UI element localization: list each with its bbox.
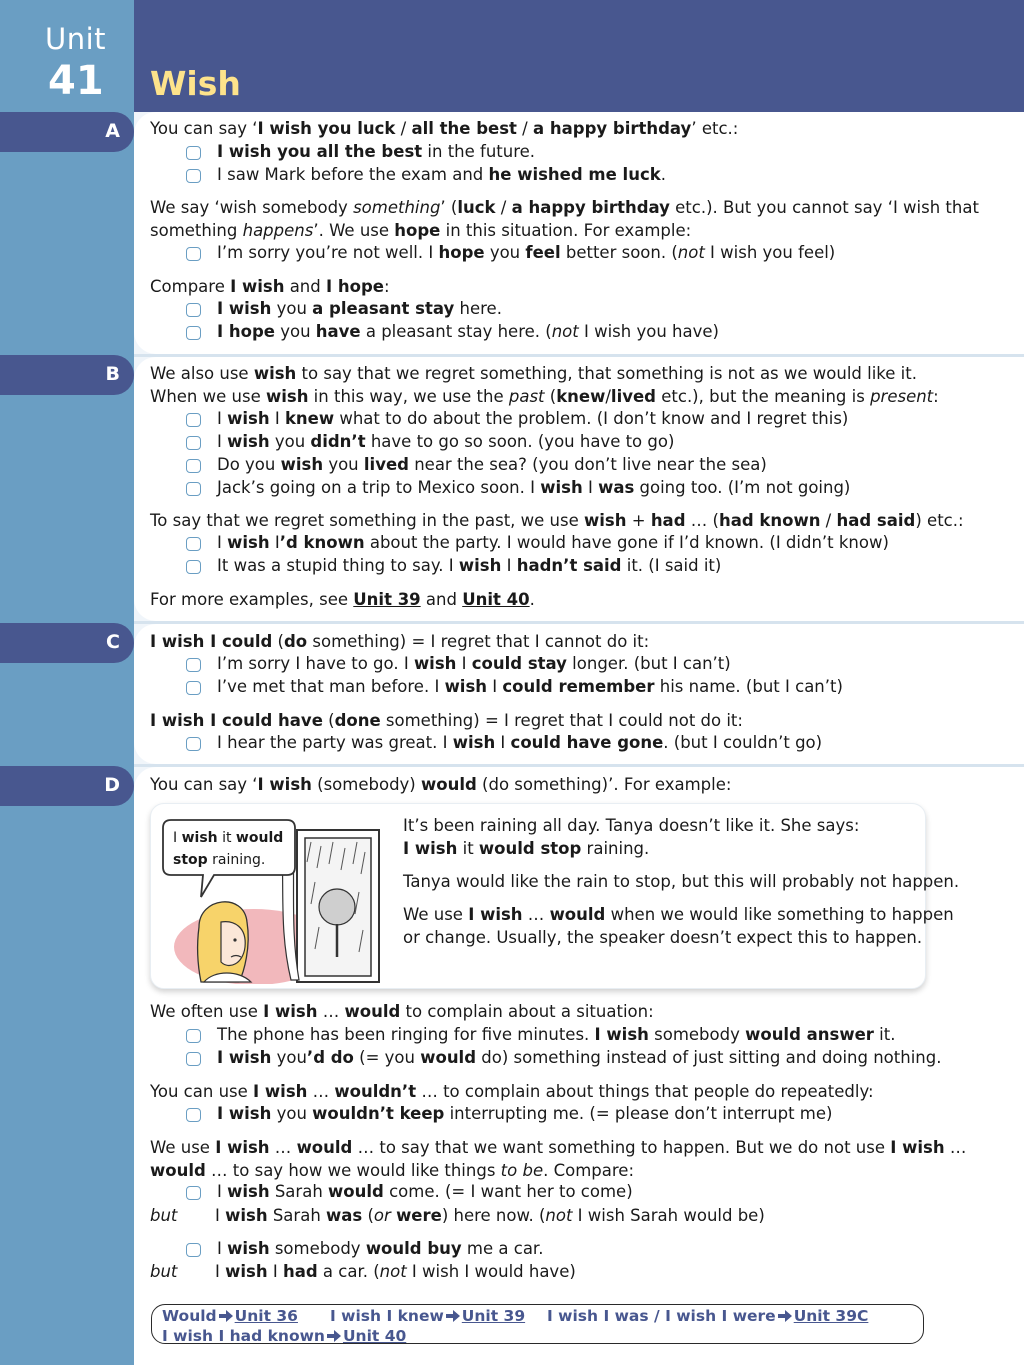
unit-label: Unit [45,22,107,56]
example-box [150,803,960,989]
text-line: or change. Usually, the speaker doesn’t expect this to happen. [403,928,923,947]
example-line: I’m sorry you’re not well. I hope you feel better soon. (not I wish you feel) [217,243,836,262]
example-line: Do you wish you lived near the sea? (you don’t live near the sea) [217,455,767,474]
bullet-icon [186,1029,201,1043]
section-tab-b: B [0,355,134,395]
bullet-icon [186,436,201,450]
text-line: Tanya would like the rain to stop, but this will probably not happen. [403,872,960,891]
example-line: The phone has been ringing for five minutes. I wish somebody would answer it. [217,1025,896,1044]
reference-i-wish-i-had-known[interactable]: I wish I had known Unit 40 [162,1327,407,1345]
reference-i-wish-i-knew[interactable]: I wish I knew Unit 39 [330,1307,526,1325]
text-line: would … to say how we would like things to be. Compare: [150,1161,635,1180]
bullet-icon [186,1186,201,1200]
bullet-icon [186,537,201,551]
reference-i-wish-i-was[interactable]: I wish I was / I wish I were Unit 39C [547,1307,869,1325]
svg-text:I wish it would: I wish it would [173,830,284,846]
unit-40-link[interactable]: Unit 40 [462,590,530,609]
text-line: I wish I could have (done something) = I regret that I could not do it: [150,711,743,730]
example-line: I wish you a pleasant stay here. [217,299,502,318]
text-line: Compare I wish and I hope: [150,277,390,296]
bullet-icon [186,146,201,160]
arrow-right-icon [219,1310,233,1322]
text-line: It’s been raining all day. Tanya doesn’t like it. She says: [403,816,860,835]
header-bar [134,0,1024,112]
example-line: I’m sorry I have to go. I wish I could stay longer. (but I can’t) [217,654,731,673]
example-line: Jack’s going on a trip to Mexico soon. I wish I was going too. (I’m not going) [217,478,851,497]
text-line: You can use I wish … wouldn’t … to complain about things that people do repeatedly: [150,1082,874,1101]
text-line: To say that we regret something in the past, we use wish + had … (had known / had said) etc.: [150,511,964,530]
example-line: I wish I had a car. (not I wish I would have) [215,1262,576,1281]
page-title: Wish [150,64,241,103]
section-tab-d: D [0,766,134,806]
arrow-right-icon [327,1330,341,1342]
example-line: I hear the party was great. I wish I could have gone. (but I couldn’t go) [217,733,823,752]
svg-text:stop raining.: stop raining. [173,852,266,868]
example-line: I wish you wouldn’t keep interrupting me. (= please don’t interrupt me) [217,1104,833,1123]
arrow-right-icon [778,1310,792,1322]
bullet-icon [186,1243,201,1257]
text-line: When we use wish in this way, we use the past (knew/lived etc.), but the meaning is present: [150,387,939,406]
bullet-icon [186,326,201,340]
section-tab-c: C [0,623,134,663]
example-line: I wish somebody would buy me a car. [217,1239,544,1258]
bullet-icon [186,658,201,672]
arrow-right-icon [446,1310,460,1322]
bullet-icon [186,169,201,183]
text-line: For more examples, see Unit 39 and Unit 40. [150,590,535,609]
text-line: You can say ‘I wish you luck / all the best / a happy birthday’ etc.: [150,119,739,138]
text-line: You can say ‘I wish (somebody) would (do something)’. For example: [150,775,732,794]
bullet-icon [186,482,201,496]
bullet-icon [186,303,201,317]
example-line: I wish Sarah was (or were) here now. (not I wish Sarah would be) [215,1206,765,1225]
unit-number: 41 [48,58,104,104]
text-line: I wish I could (do something) = I regret that I cannot do it: [150,632,650,651]
example-line: I’ve met that man before. I wish I could remember his name. (but I can’t) [217,677,843,696]
example-line: I wish you’d do (= you would do) something instead of just sitting and doing nothing. [217,1048,942,1067]
text-line: We say ‘wish somebody something’ (luck / a happy birthday etc.). But you cannot say ‘I wish that [150,198,979,217]
bullet-icon [186,737,201,751]
text-line: We often use I wish … would to complain about a situation: [150,1002,654,1021]
text-line: We use I wish … would … to say that we want something to happen. But we do not use I wish … [150,1138,967,1157]
bullet-icon [186,681,201,695]
bullet-icon [186,560,201,574]
text-line: something happens’. We use hope in this situation. For example: [150,221,692,240]
section-tab-a: A [0,112,134,152]
bullet-icon [186,247,201,261]
woman-at-window-illustration [159,812,384,984]
example-line: I wish Sarah would come. (= I want her to come) [217,1182,633,1201]
text-line: We also use wish to say that we regret something, that something is not as we would like it. [150,364,917,383]
example-line: I hope you have a pleasant stay here. (not I wish you have) [217,322,719,341]
reference-would[interactable]: Would Unit 36 [162,1307,298,1325]
unit-39-link[interactable]: Unit 39 [353,590,421,609]
example-line: I wish I knew what to do about the problem. (I don’t know and I regret this) [217,409,849,428]
example-line: I wish you all the best in the future. [217,142,536,161]
text-line: We use I wish … would when we would like something to happen [403,905,954,924]
bullet-icon [186,1052,201,1066]
example-line: I saw Mark before the exam and he wished me luck. [217,165,666,184]
cross-reference-box [151,1304,924,1344]
example-line: I wish I’d known about the party. I would have gone if I’d known. (I didn’t know) [217,533,889,552]
but-label: but [150,1262,178,1281]
bullet-icon [186,1108,201,1122]
left-margin-strip [0,0,134,1365]
text-line: I wish it would stop raining. [403,839,650,858]
example-line: I wish you didn’t have to go so soon. (you have to go) [217,432,675,451]
bullet-icon [186,459,201,473]
bullet-icon [186,413,201,427]
example-line: It was a stupid thing to say. I wish I hadn’t said it. (I said it) [217,556,722,575]
but-label: but [150,1206,178,1225]
